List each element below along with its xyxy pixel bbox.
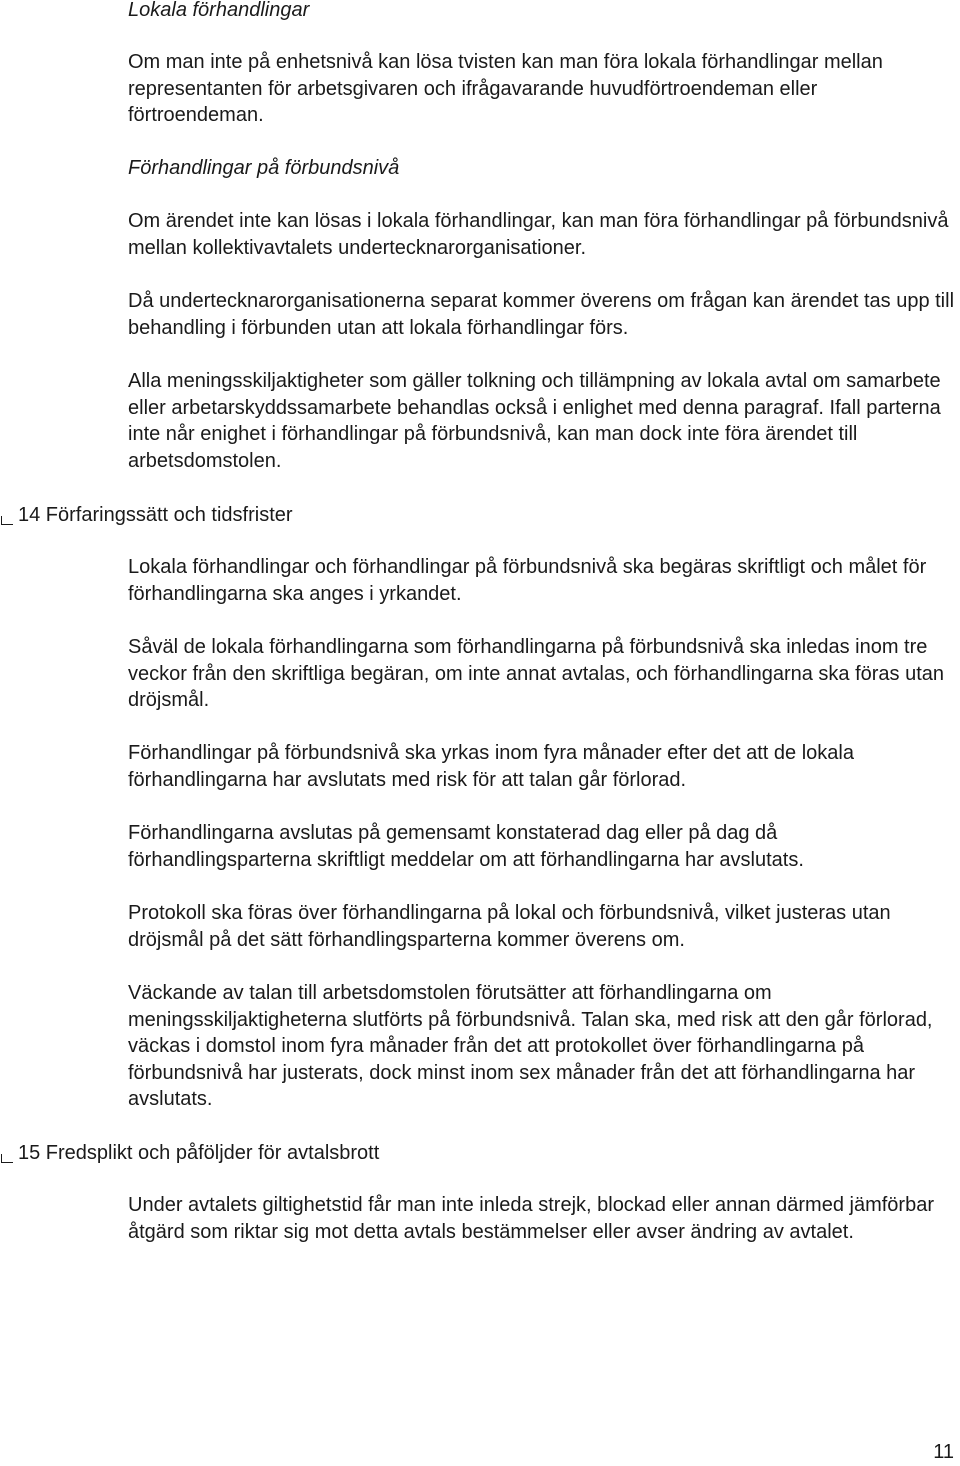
paragraph-14-3: Förhandlingar på förbundsnivå ska yrkas inom fyra månader efter det att de lokala förhandlingarna har avslutats med risk för att talan går förlorad. [128,742,854,791]
section-heading-14 [0,500,293,530]
subheading-lokala-forhandlingar: Lokala förhandlingar [128,0,310,21]
heading-marker-icon [0,502,14,530]
paragraph-forbundsniva-3: Alla meningsskiljaktigheter som gäller tolkning och tillämpning av lokala avtal om samarbete eller arbetarskyddssamarbete behandlas också i enlighet med denna paragraf. Ifall parterna inte når enighet i förhandlingar på förbundsnivå, kan man dock inte föra ärendet till arbetsdomstolen. [128,370,941,472]
paragraph-lokala-forhandlingar: Om man inte på enhetsnivå kan lösa tvisten kan man föra lokala förhandlingar mellan representanten för arbetsgivaren och ifrågavarande huvudförtroendeman eller förtroendeman. [128,51,883,126]
paragraph-15-1: Under avtalets giltighetstid får man inte inleda strejk, blockad eller annan därmed jämförbar åtgärd som riktar sig mot detta avtals bestämmelser eller avser ändring av avtalet. [128,1194,934,1243]
paragraph-14-1: Lokala förhandlingar och förhandlingar på förbundsnivå ska begäras skriftligt och målet för förhandlingarna ska anges i yrkandet. [128,556,927,605]
subheading-forbundsniva: Förhandlingar på förbundsnivå [128,157,400,179]
paragraph-14-6: Väckande av talan till arbetsdomstolen förutsätter att förhandlingarna om meningsskiljaktigheterna slutförts på förbundsnivå. Talan ska, med risk att den går förlorad, väckas i domstol inom fyra månader från det att protokollet över förhandlingarna på förbundsnivå har justerats, dock minst inom sex månader från det att förhandlingarna har avslutats. [128,982,933,1110]
section-heading-15-text: 15 Fredsplikt och påföljder för avtalsbrott [18,1142,380,1164]
paragraph-14-4: Förhandlingarna avslutas på gemensamt konstaterad dag eller på dag då förhandlingsparterna skriftligt meddelar om att förhandlingarna har avslutats. [128,822,804,871]
heading-marker-icon [0,1140,14,1168]
paragraph-forbundsniva-1: Om ärendet inte kan lösas i lokala förhandlingar, kan man föra förhandlingar på förbundsnivå mellan kollektivavtalets undertecknarorganisationer. [128,210,949,259]
section-heading-15 [0,1138,379,1168]
paragraph-14-2: Såväl de lokala förhandlingarna som förhandlingarna på förbundsnivå ska inledas inom tre veckor från den skriftliga begäran, om inte annat avtalas, och förhandlingarna ska föras utan dröjsmål. [128,636,945,711]
section-heading-14-text: 14 Förfaringssätt och tidsfrister [18,504,293,526]
page-number: 11 [933,1441,954,1463]
paragraph-14-5: Protokoll ska föras över förhandlingarna på lokal och förbundsnivå, vilket justeras utan dröjsmål på det sätt förhandlingsparterna kommer överens om. [128,902,891,951]
paragraph-forbundsniva-2: Då undertecknarorganisationerna separat kommer överens om frågan kan ärendet tas upp till behandling i förbunden utan att lokala förhandlingar förs. [128,290,955,339]
